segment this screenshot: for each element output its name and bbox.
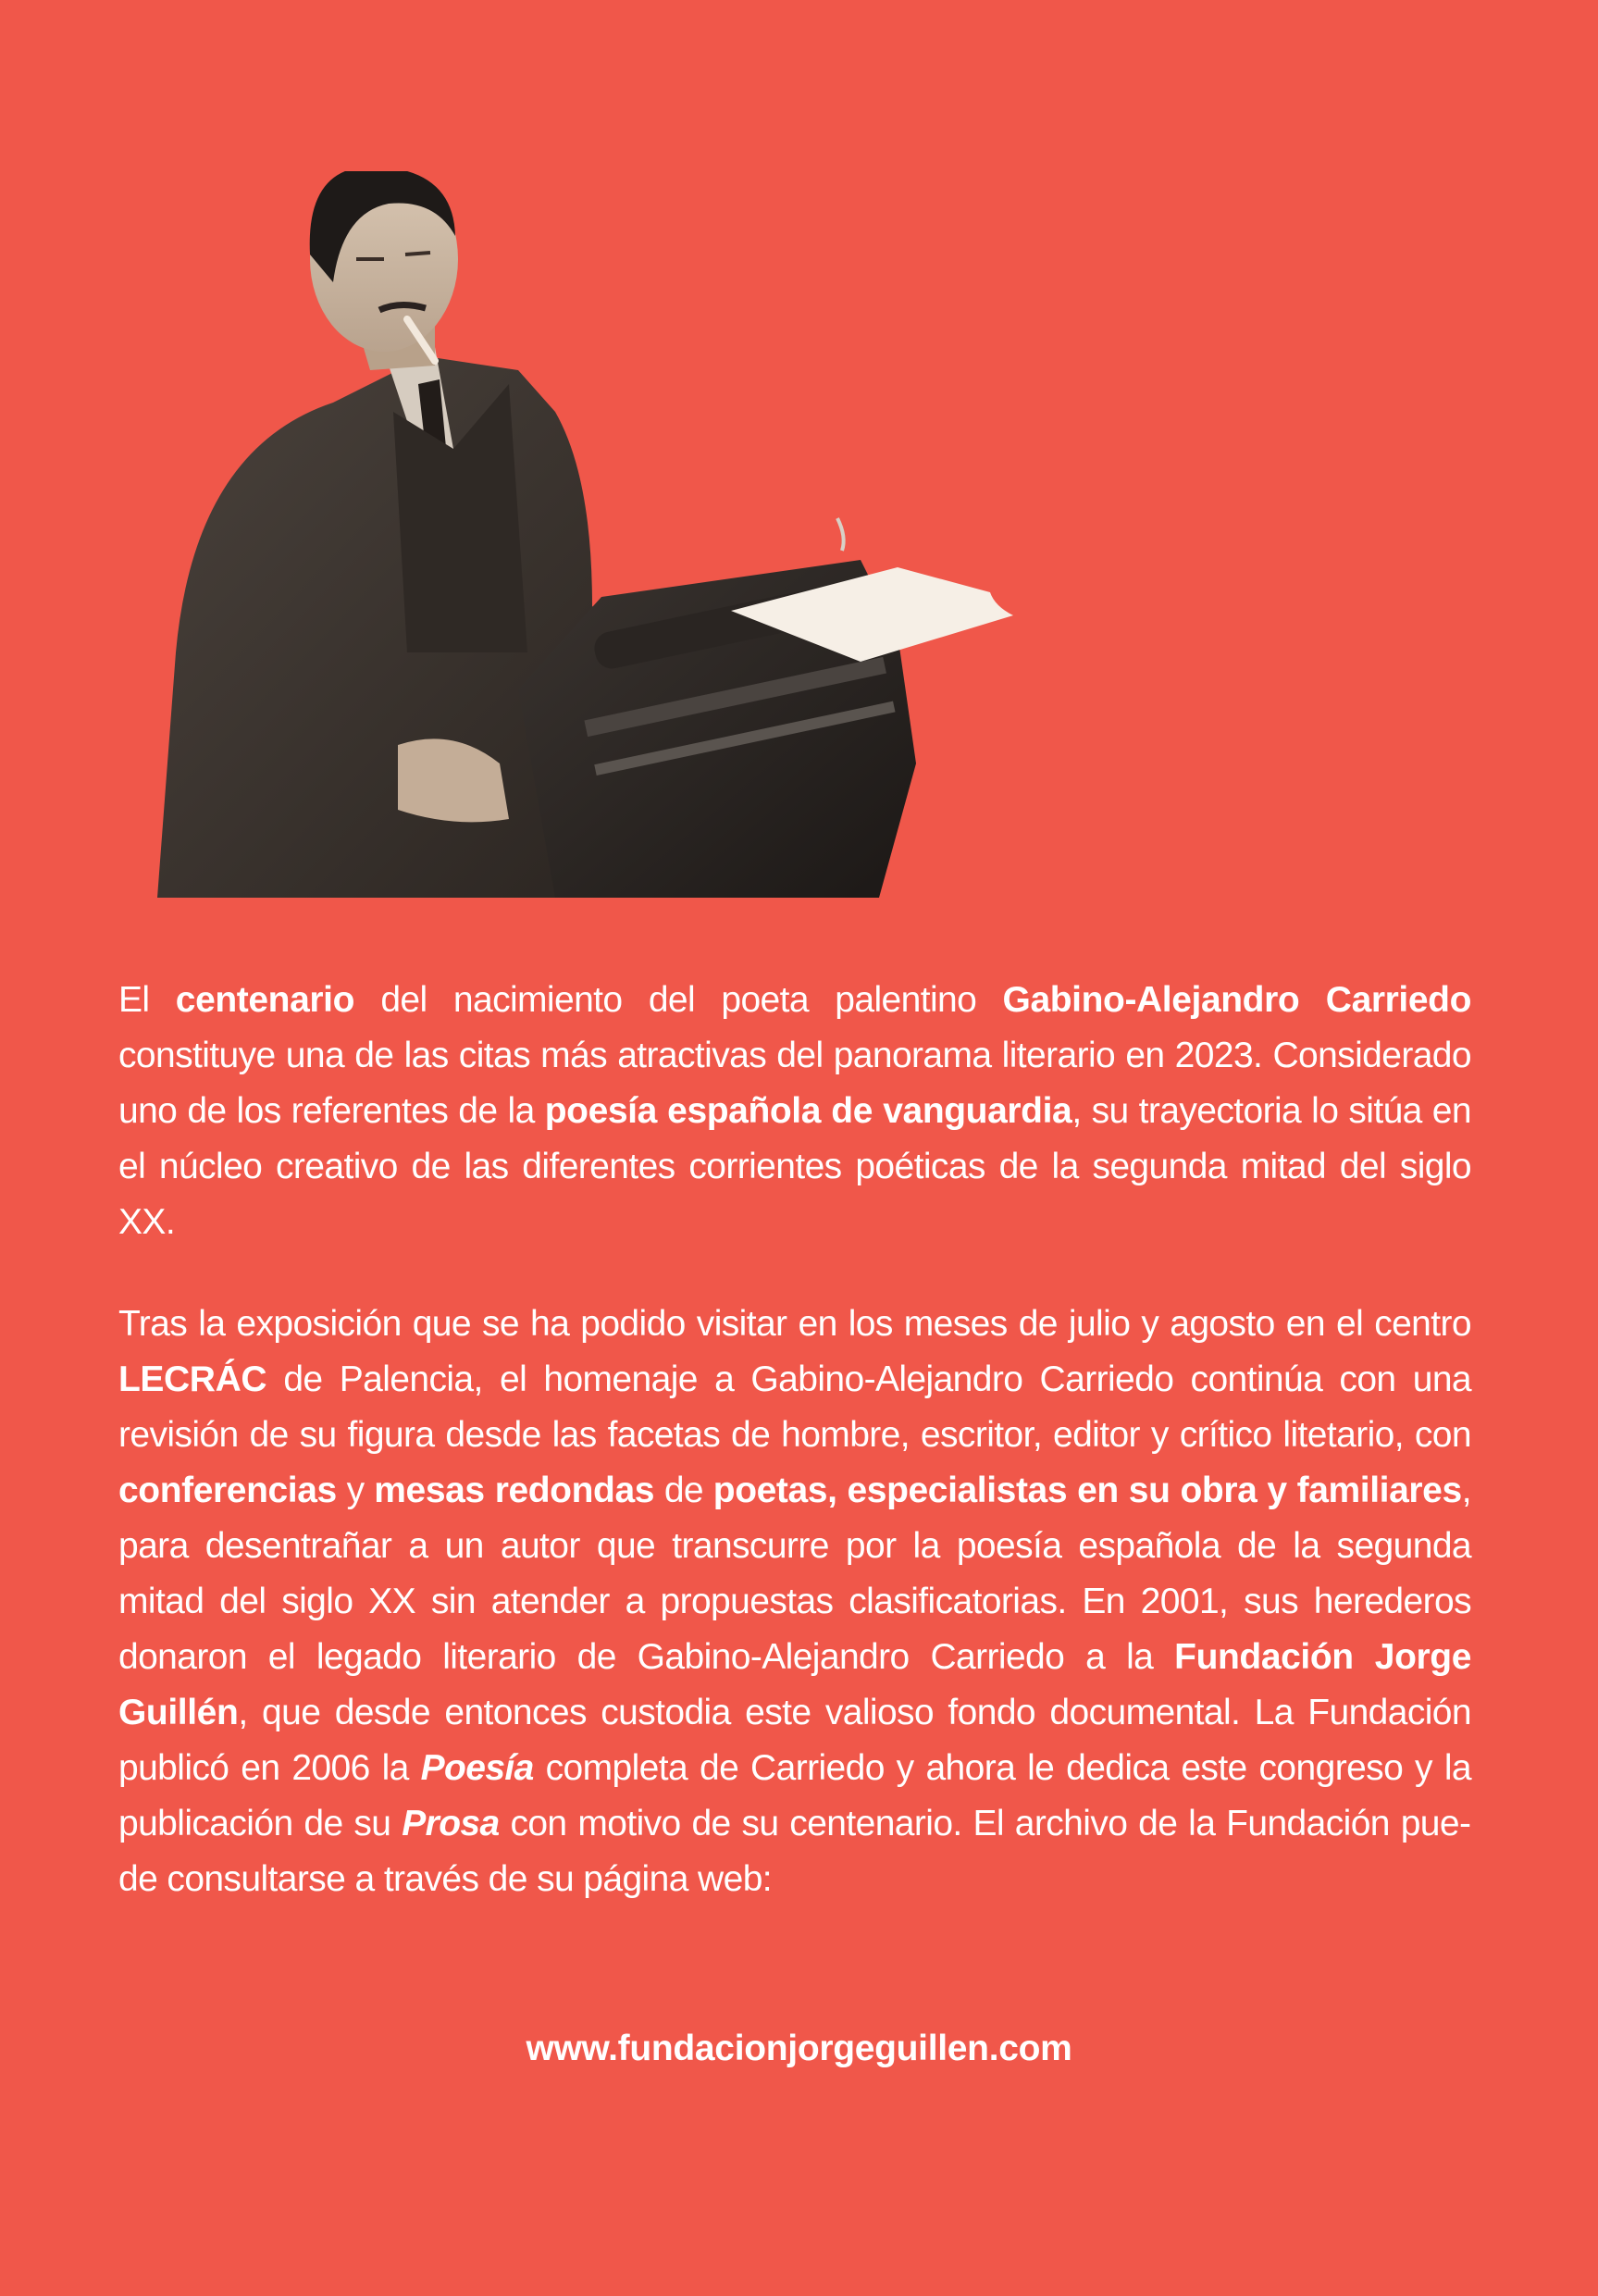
highlight-conferencias: conferencias [118, 1471, 337, 1510]
highlight-fundacion: Fundación Jorge Guillén [118, 1637, 1471, 1732]
highlight-lecrac: LECRÁC [118, 1359, 267, 1399]
text-run: completa de Carriedo y ahora le dedica este congreso y la publicación de su [118, 1748, 1471, 1843]
text-run: El [118, 980, 176, 1020]
highlight-vanguardia: poesía española de vanguardia [544, 1091, 1072, 1131]
text-run: y [336, 1471, 375, 1510]
text-run: , para desentrañar a un autor que transcurre por la poesía española de la segunda mitad del siglo XX sin atender a propuestas clasificatorias. En 2001, sus herederos donaron el legado literario de Gabino-Alejandro Carriedo a la [118, 1471, 1472, 1677]
text-run: Tras la exposición que se ha podido visitar en los meses de julio y agosto en el centro [118, 1304, 1471, 1344]
details-paragraph [118, 1297, 1471, 1907]
website-link[interactable]: www.fundacionjorgeguillen.com [526, 2029, 1072, 2068]
text-run: constituye una de las citas más atractivas del panorama literario en 2023. Considerado uno de los referentes de la [118, 1036, 1471, 1131]
text-run: de Palencia, el homenaje a Gabino-Alejandro Carriedo continúa con una revisión de su figura desde las facetas de hombre, escritor, editor y crítico litetario, con [118, 1359, 1471, 1455]
highlight-centenario: centenario [175, 980, 355, 1020]
book-title-poesia: Poesía [420, 1748, 534, 1788]
author-photo [157, 171, 1305, 898]
text-run: , que desde entonces custodia este valioso fondo documental. La Fundación publicó en 2006 la [118, 1693, 1471, 1788]
text-run: con motivo de su centenario. El archivo de la Fundación puede consultarse a través de su página web: [118, 1804, 1471, 1899]
highlight-mesas-redondas: mesas redondas [374, 1471, 655, 1510]
book-title-prosa: Prosa [402, 1804, 500, 1843]
text-run: del nacimiento del poeta palentino [354, 980, 1003, 1020]
portrait-illustration [157, 171, 1305, 898]
highlight-participants: poetas, especialistas en su obra y familiares [712, 1471, 1462, 1510]
intro-paragraph [118, 973, 1471, 1250]
highlight-poet-name: Gabino-Alejandro Carriedo [1002, 980, 1471, 1020]
text-run: , su trayectoria lo sitúa en el núcleo creativo de las diferentes corrientes poéticas de la segunda mitad del siglo XX. [118, 1091, 1471, 1242]
text-run: de [654, 1471, 713, 1510]
